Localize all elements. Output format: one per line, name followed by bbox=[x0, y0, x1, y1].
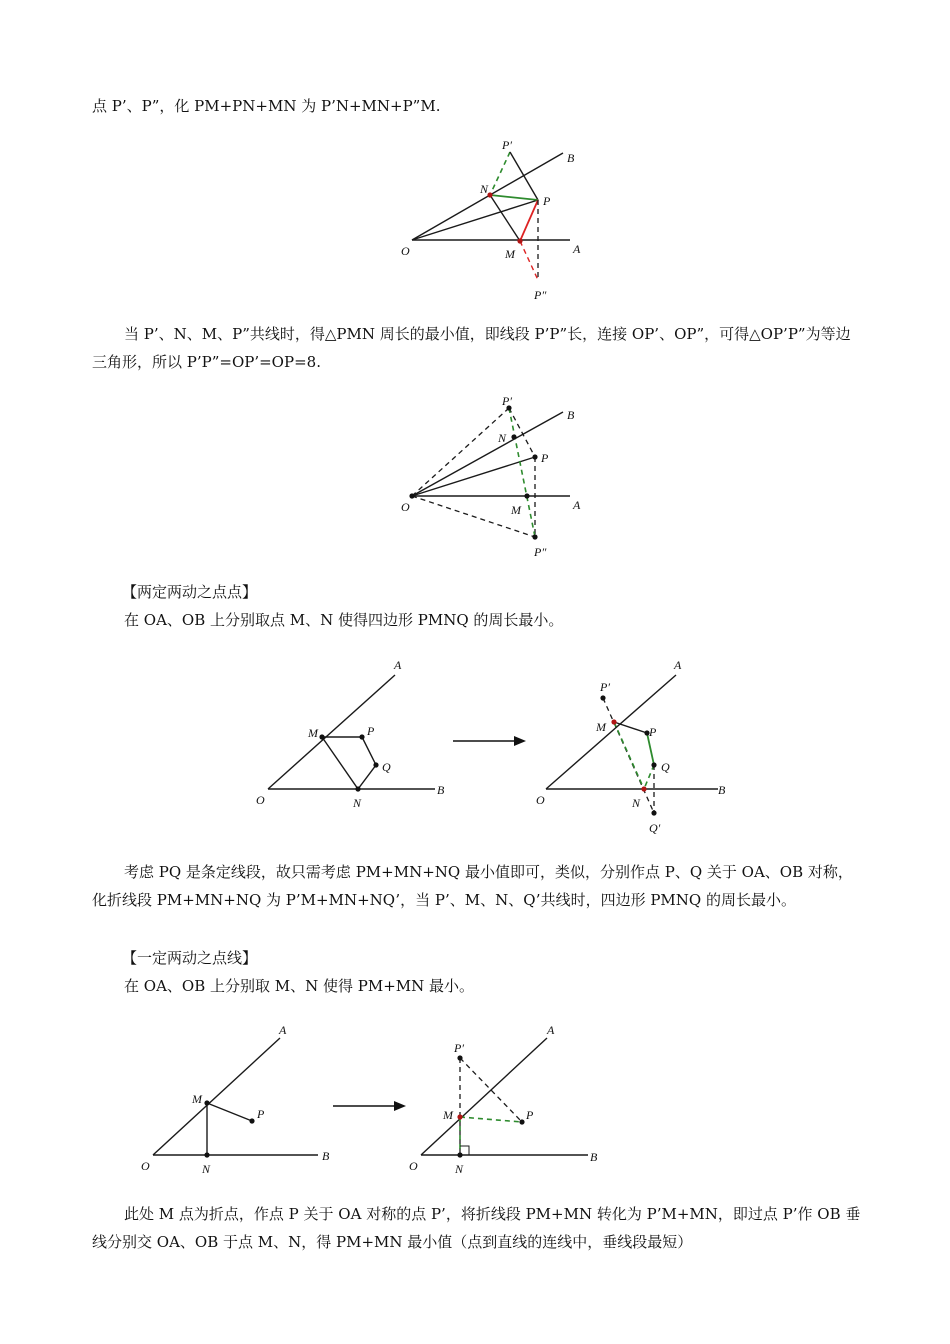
text-paragraph-6: 此处 M 点为折点，作点 P 关于 OA 对称的点 P’，将折线段 PM+MN 转化为 P’M+MN，即过点 P’作 OB 垂线分别交 OA、OB 于点 M、N，得 PM+MN 最小值（点到直线的连线中，垂线段最短） bbox=[92, 1205, 861, 1251]
fig3-label-A: A bbox=[394, 658, 402, 672]
fig3-label-P: P bbox=[367, 724, 375, 738]
fig2-label-P: P bbox=[541, 451, 549, 465]
fig5-label-B: B bbox=[322, 1149, 330, 1163]
fig3-label-O: O bbox=[256, 793, 265, 807]
fig2-label-P1: P′ bbox=[502, 394, 512, 408]
section-heading-one-fixed-point: 【一定两动之点线】 bbox=[122, 949, 258, 967]
fig2-label-M: M bbox=[511, 503, 521, 517]
fig4-label-B: B bbox=[718, 783, 726, 797]
fig6-label-P: P bbox=[526, 1108, 534, 1122]
figure-3-quadrilateral bbox=[255, 655, 455, 815]
fig1-label-O: O bbox=[401, 244, 410, 258]
arrow-right-icon bbox=[452, 733, 532, 749]
fig5-label-N: N bbox=[202, 1162, 211, 1176]
fig2-label-B: B bbox=[567, 408, 575, 422]
text-paragraph-5: 在 OA、OB 上分别取 M、N 使得 PM+MN 最小。 bbox=[124, 977, 475, 995]
fig2-label-P2: P″ bbox=[534, 545, 547, 559]
fig4-label-P: P bbox=[649, 725, 657, 739]
fig6-label-N: N bbox=[455, 1162, 464, 1176]
text-paragraph-3: 在 OA、OB 上分别取点 M、N 使得四边形 PMNQ 的周长最小。 bbox=[124, 611, 564, 629]
fig4-label-Q: Q bbox=[661, 760, 670, 774]
fig3-label-B: B bbox=[437, 783, 445, 797]
fig1-label-P: P bbox=[543, 194, 551, 208]
figure-4-reflection bbox=[405, 1022, 605, 1182]
fig1-label-M: M bbox=[505, 247, 515, 261]
fig4-label-M: M bbox=[596, 720, 606, 734]
fig6-label-O: O bbox=[409, 1159, 418, 1173]
figure-3-reflection bbox=[530, 655, 740, 840]
fig3-label-N: N bbox=[353, 796, 362, 810]
fig5-label-A: A bbox=[279, 1023, 287, 1037]
fig1-label-P1: P′ bbox=[502, 138, 512, 152]
text-paragraph-1: 点 P’、P”，化 PM+PN+MN 为 P’N+MN+P”M. bbox=[92, 97, 441, 115]
text-paragraph-4: 考虑 PQ 是条定线段，故只需考虑 PM+MN+NQ 最小值即可，类似，分别作点 P、Q 关于 OA、OB 对称，化折线段 PM+MN+NQ 为 P’M+MN+NQ’，当 P’、M、N、Q’共线时，四边形 PMNQ 的周长最小。 bbox=[92, 863, 853, 909]
figure-4-point-line bbox=[140, 1022, 340, 1182]
fig5-label-O: O bbox=[141, 1159, 150, 1173]
fig6-label-P1: P′ bbox=[454, 1041, 464, 1055]
fig1-label-N: N bbox=[480, 182, 489, 196]
fig2-label-O: O bbox=[401, 500, 410, 514]
fig5-label-M: M bbox=[192, 1092, 202, 1106]
figure-1-triangle-reflection bbox=[395, 135, 595, 310]
figure-2-equilateral bbox=[395, 392, 595, 567]
fig4-label-A: A bbox=[674, 658, 682, 672]
fig3-label-Q: Q bbox=[382, 760, 391, 774]
section-heading-two-fixed-points: 【两定两动之点点】 bbox=[122, 583, 258, 601]
fig2-label-N: N bbox=[498, 431, 507, 445]
fig1-label-P2: P″ bbox=[534, 288, 547, 302]
fig1-label-B: B bbox=[567, 151, 575, 165]
fig6-label-B: B bbox=[590, 1150, 598, 1164]
fig4-label-O: O bbox=[536, 793, 545, 807]
fig6-label-M: M bbox=[443, 1108, 453, 1122]
fig2-label-A: A bbox=[573, 498, 581, 512]
text-paragraph-2: 当 P’、N、M、P”共线时，得△PMN 周长的最小值，即线段 P’P”长，连接 OP’、OP”，可得△OP’P”为等边三角形，所以 P’P”=OP’=OP=8. bbox=[92, 325, 851, 371]
fig3-label-M: M bbox=[308, 726, 318, 740]
arrow-right-icon-2 bbox=[332, 1098, 412, 1114]
fig4-label-Q1: Q′ bbox=[649, 821, 661, 835]
fig4-label-N: N bbox=[632, 796, 641, 810]
fig5-label-P: P bbox=[257, 1107, 265, 1121]
fig6-label-A: A bbox=[547, 1023, 555, 1037]
fig1-label-A: A bbox=[573, 242, 581, 256]
fig4-label-P1: P′ bbox=[600, 680, 610, 694]
